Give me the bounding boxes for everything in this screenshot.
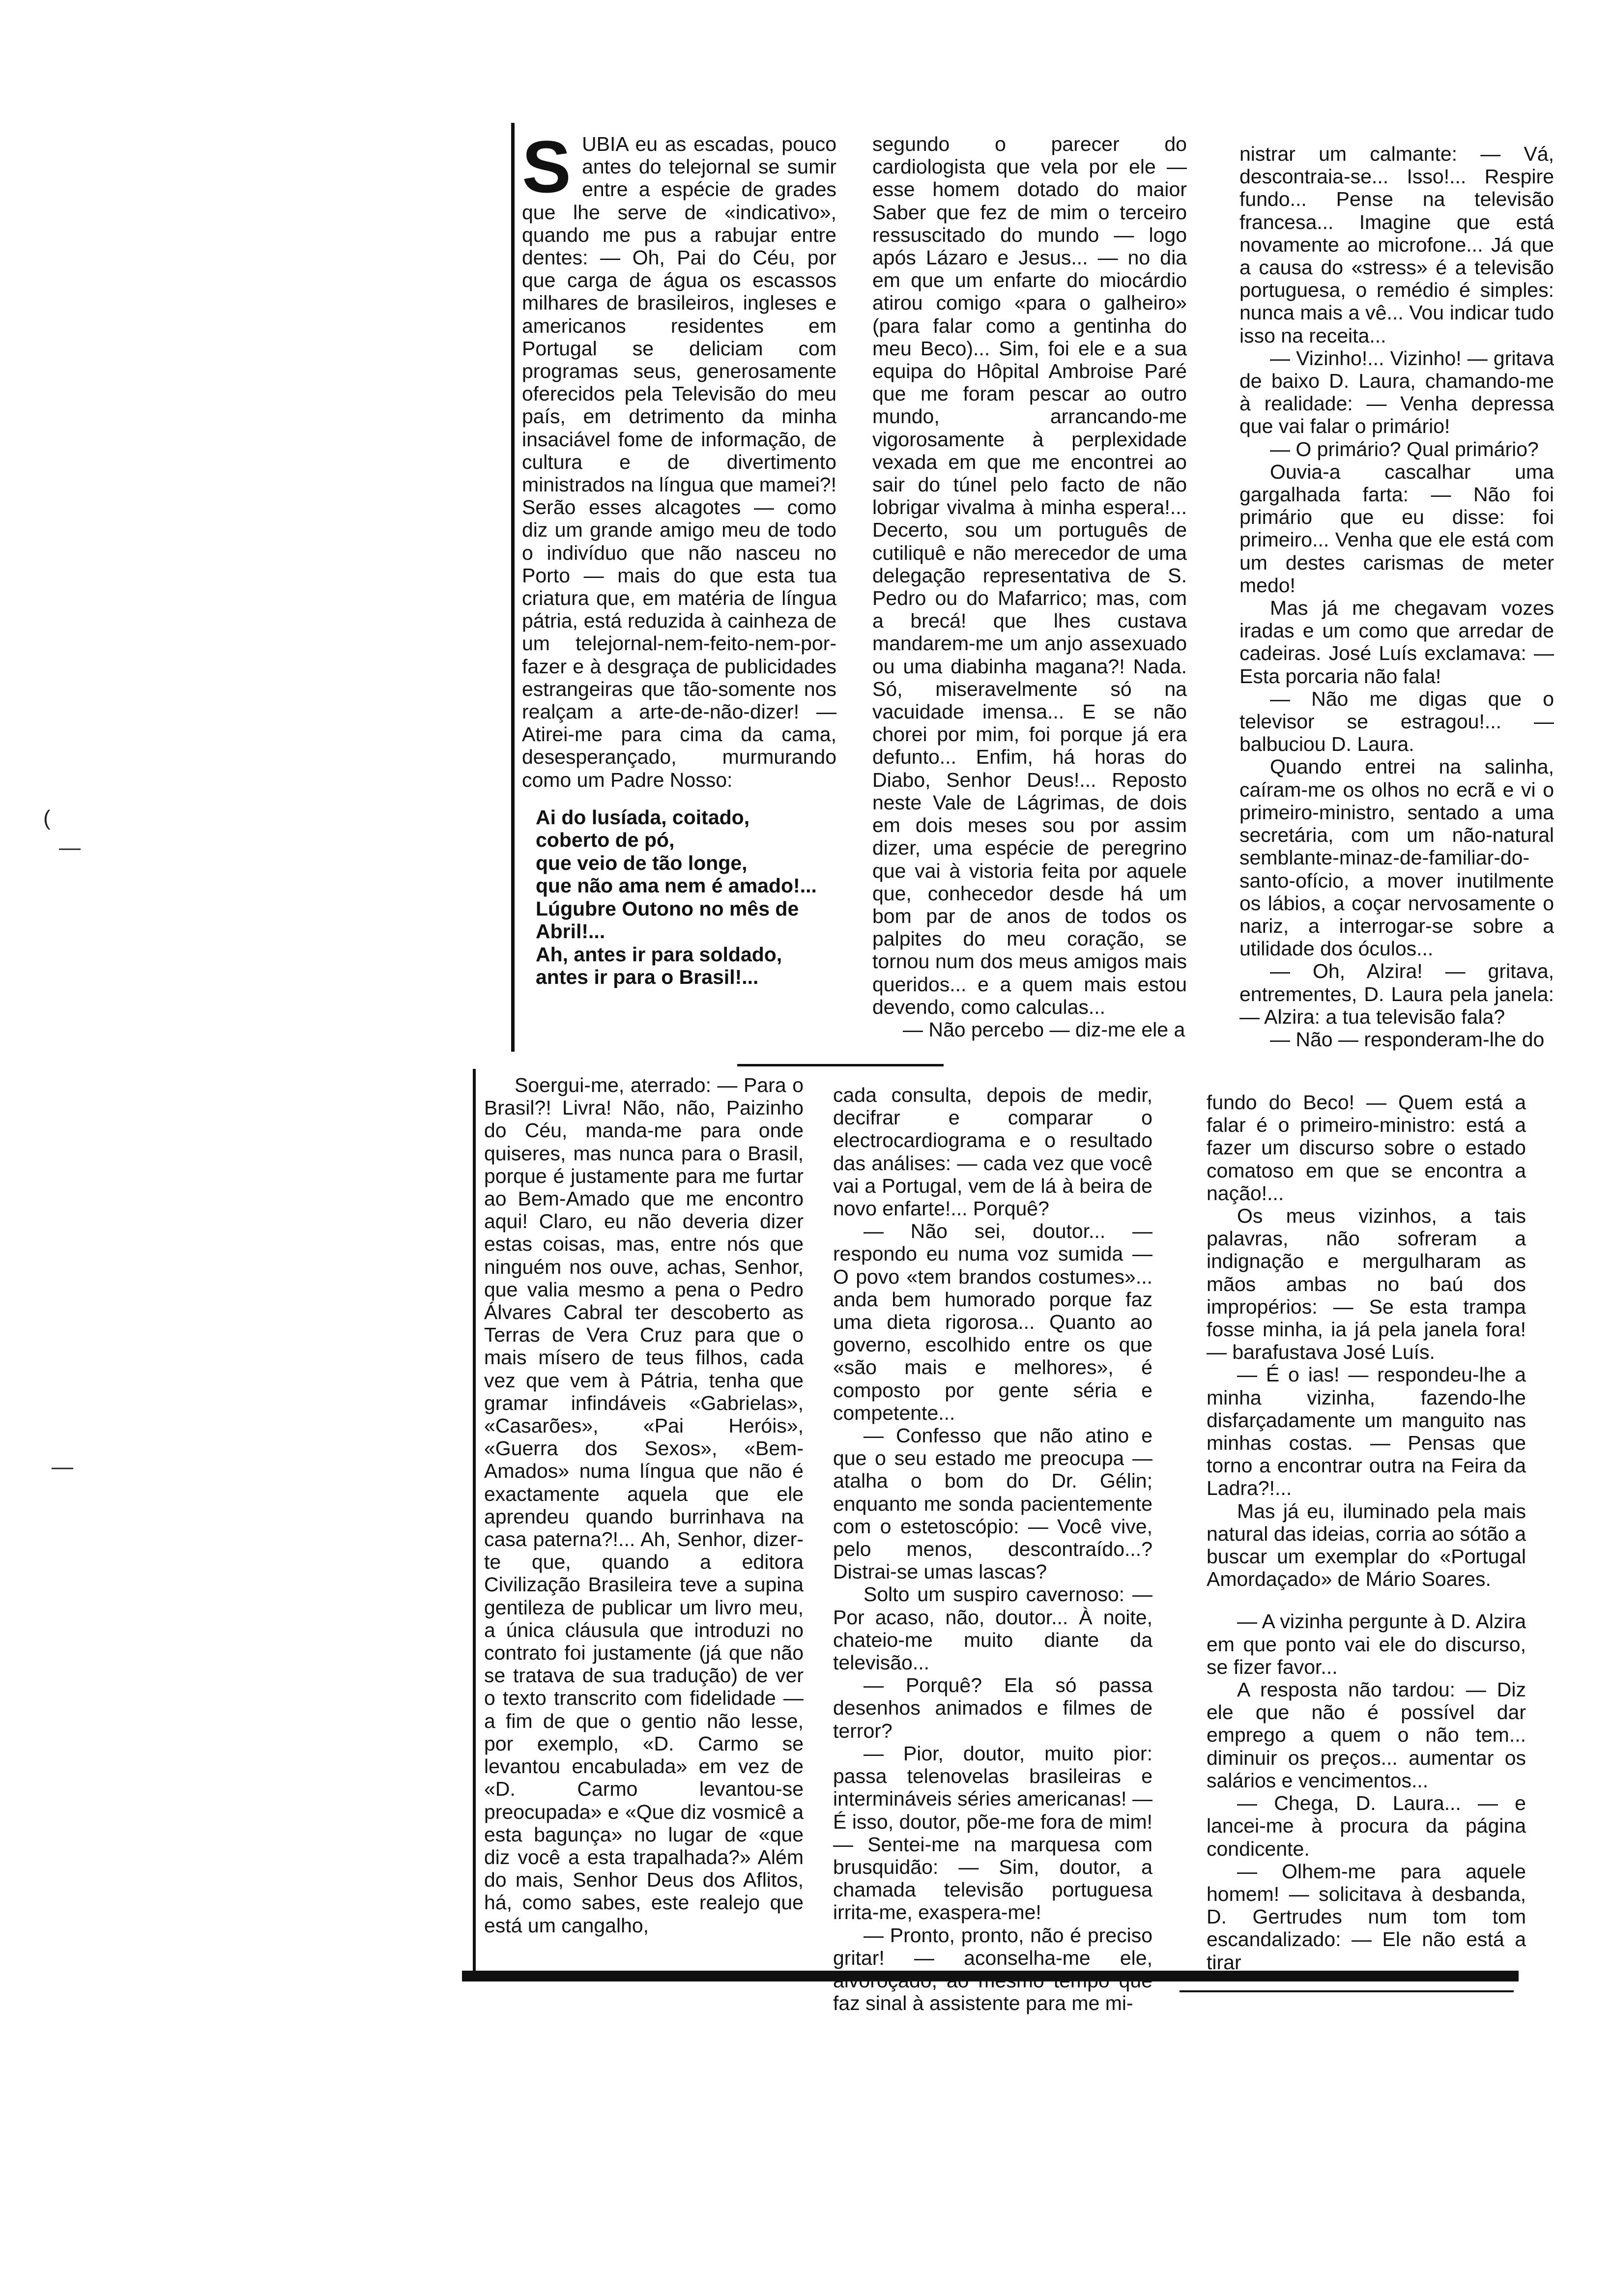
- paragraph: — Não sei, doutor... — respondo eu numa voz sumida — O povo «tem brandos costumes»... anda bem humorado porque faz uma dieta rigorosa... Quanto ao governo, escolhido entre os que «são mais e melhores», é composto por gente séria e competente...: [833, 1220, 1152, 1424]
- paragraph: — Olhem-me para aquele homem! — solicitava à desbanda, D. Gertrudes num tom tom escandalizado: — Ele não está a tirar: [1207, 1860, 1526, 1974]
- text-column-1: [522, 125, 836, 1066]
- poem-line: que veio de tão longe,: [536, 851, 748, 874]
- text-column-6: [1207, 1091, 1526, 1974]
- margin-mark: —: [52, 1455, 73, 1479]
- poem-line: que não ama nem é amado!...: [536, 874, 817, 897]
- margin-mark: (: [43, 806, 51, 830]
- poem-line: antes ir para o Brasil!...: [536, 966, 759, 989]
- paragraph: UBIA eu as escadas, pouco antes do telejornal se sumir entre a espécie de grades que lhe serve de «indicativo», quando me pus a rabujar entre dentes: — Oh, Pai do Céu, por que carga de água os escassos milhares de brasileiros, ingleses e americanos residentes em Portugal se deliciam com programas seus, generosamente oferecidos pela Televisão do meu país, em detrimento da minha insaciável fome de informação, de cultura e de divertimento ministrados na língua que mamei?! Serão esses alcagotes — como diz um grande amigo meu de todo o indivíduo que não nasceu no Porto — mais do que esta tua criatura que, em matéria de língua pátria, está reduzida à cainheza de um telejornal-nem-feito-nem-por-fazer e à desgraça de publicidades estrangeiras que tão-somente nos realçam a arte-de-não-dizer! — Atirei-me para cima da cama, desesperançado, murmurando como um Padre Nosso:: [522, 133, 836, 791]
- paragraph: — Oh, Alzira! — gritava, entrementes, D. Laura pela janela: — Alzira: a tua televisão fala?: [1239, 960, 1554, 1028]
- paragraph: Mas já eu, iluminado pela mais natural das ideias, corria ao sótão a buscar um exemplar do «Portugal Amordaçado» de Mário Soares.: [1207, 1499, 1526, 1591]
- paragraph: — É o ias! — respondeu-lhe a minha vizinha, fazendo-lhe disfarçadamente um manguito nas minhas costas. — Pensas que torno a encontrar outra na Feira da Ladra?!...: [1207, 1363, 1526, 1500]
- poem-line: Ah, antes ir para soldado,: [536, 943, 782, 966]
- paragraph: segundo o parecer do cardiologista que vela por ele — esse homem dotado do maior Saber que fez de mim o terceiro ressuscitado do mundo — logo após Lázaro e Jesus... — no dia em que um enfarte do miocárdio atirou comigo «para o galheiro» (para falar como a gentinha do meu Beco)... Sim, foi ele e a sua equipa do Hôpital Ambroise Paré que me foram pescar ao outro mundo, arrancando-me vigorosamente à perplexidade vexada em que me encontrei ao sair do túnel pelo facto de não lobrigar vivalma à minha espera!... Decerto, sou um português de cutiliquê e não merecedor de uma delegação representativa de S. Pedro ou do Mafarrico; mas, com a brecá! que lhes custava mandarem-me um anjo assexuado ou uma diabinha magana?! Nada. Só, miseravelmente só na vacuidade imensa... E se não chorei por mim, foi porque já era defunto... Enfim, há horas do Diabo, Senhor Deus!... Reposto neste Vale de Lágrimas, de dois em dois meses sou por assim dizer, uma espécie de peregrino que vai à vistoria feita por aquele que, conhecedor desde há um bom par de anos de todos os palpites do meu coração, se tornou num dos meus amigos mais queridos... e a quem mais estou devendo, como calculas...: [872, 133, 1187, 1018]
- paragraph: — Chega, D. Laura... — e lancei-me à procura da página condicente.: [1207, 1792, 1526, 1860]
- paragraph: — O primário? Qual primário?: [1270, 437, 1539, 460]
- paragraph: Soergui-me, aterrado: — Para o Brasil?! Livra! Não, não, Paizinho do Céu, manda-me para onde quiseres, mas nunca para o Brasil, porque é justamente para me furtar ao Bem-Amado que me encontro aqui! Claro, eu não deveria dizer estas coisas, mas, entre nós que ninguém nos ouve, achas, Senhor, que valia mesmo a pena o Pedro Álvares Cabral ter descoberto as Terras de Vera Cruz para que o mais mísero de teus filhos, cada vez que vem à Pátria, tenha que gramar infindáveis «Gabrielas», «Casarões», «Pai Heróis», «Guerra dos Sexos», «Bem-Amados» numa língua que não é exactamente aquela que ele aprendeu quando burrinhava na casa paterna?!... Ah, Senhor, dizer-te que, quando a editora Civilização Brasileira teve a supina gentileza de publicar um livro meu, a única cláusula que introduzi no contrato foi justamente (já que não se tratava de sua tradução) de ver o texto transcrito com fidelidade — a fim de que o gentio não lesse, por exemplo, «D. Carmo se levantou encabulada» em vez de «D. Carmo levantou-se preocupada» e «Que diz vosmicê a esta bagunça» no lugar de «que diz você a esta trapalhada?» Além do mais, Senhor Deus dos Aflitos, há, como sabes, este realejo que está um cangalho,: [484, 1074, 804, 1937]
- paragraph: nistrar um calmante: — Vá, descontraia-se... Isso!... Respire fundo... Pense na televisão francesa... Imagine que está novamente ao microfone... Já que a causa do «stress» é a televisão portuguesa, o remédio é simples: nunca mais a vê... Vou indicar tudo isso na receita...: [1239, 143, 1554, 347]
- column-rule-left-top: [511, 123, 515, 1052]
- paragraph: — Confesso que não atino e que o seu estado me preocupa — atalha o bom do Dr. Gélin; enquanto me sonda pacientemente com o estetoscópio: — Você vive, pelo menos, descontraído...? Distrai-se umas lascas?: [833, 1424, 1152, 1583]
- paragraph: — Porquê? Ela só passa desenhos animados e filmes de terror?: [833, 1674, 1152, 1742]
- paragraph: — Não percebo — diz-me ele a: [903, 1018, 1185, 1041]
- paragraph: Solto um suspiro cavernoso: — Por acaso, não, doutor... À noite, chateio-me muito diante da televisão...: [833, 1583, 1152, 1674]
- paragraph: — Pronto, pronto, não é preciso gritar! — aconselha-me ele, alvoroçado, ao mesmo tempo que faz sinal à assistente para me mi-: [833, 1923, 1152, 2015]
- paragraph: — Não — responderam-lhe do: [1270, 1028, 1545, 1051]
- column-rule-left-bottom: [473, 1069, 476, 1978]
- poem: [536, 806, 836, 989]
- paragraph: — Vizinho!... Vizinho! — gritava de baixo D. Laura, chamando-me à realidade: — Venha depressa que vai falar o primário!: [1239, 346, 1554, 438]
- poem-line: Ai do lusíada, coitado,: [536, 805, 750, 829]
- text-column-5: [833, 1084, 1152, 2015]
- paragraph: cada consulta, depois de medir, decifrar e comparar o electrocardiograma e o resultado das análises: — cada vez que você vai a Portugal, vem de lá à beira de novo enfarte!... Porquê?: [833, 1084, 1152, 1220]
- paragraph: Ouvia-a cascalhar uma gargalhada farta: — Não foi primário que eu disse: foi primeiro... Venha que ele está com um destes carismas de meter medo!: [1239, 460, 1554, 597]
- paragraph: — Pior, doutor, muito pior: passa telenovelas brasileiras e intermináveis séries americanas! — É isso, doutor, põe-me fora de mim! — Sentei-me na marquesa com brusquidão: — Sim, doutor, a chamada televisão portuguesa irrita-me, exaspera-me!: [833, 1742, 1152, 1924]
- section-rule-bottom-thin: [1180, 1990, 1514, 1992]
- margin-mark: —: [59, 835, 81, 860]
- poem-line: coberto de pó,: [536, 829, 675, 852]
- paragraph: — A vizinha pergunte à D. Alzira em que ponto vai ele do discurso, se fizer favor...: [1207, 1610, 1526, 1678]
- paragraph: Os meus vizinhos, a tais palavras, não sofreram a indignação e mergulharam as mãos ambas no baú dos impropérios: — Se esta trampa fosse minha, ia já pela janela fora! — barafustava José Luís.: [1207, 1205, 1526, 1364]
- paragraph: Mas já me chegavam vozes iradas e um como que arredar de cadeiras. José Luís exclamava: — Esta porcaria não fala!: [1239, 597, 1554, 688]
- text-column-3: [1239, 143, 1554, 1076]
- paragraph: A resposta não tardou: — Diz ele que não é possível dar emprego a quem o não tem... diminuir os preços... aumentar os salários e vencimentos...: [1207, 1678, 1526, 1792]
- text-column-4: [484, 1074, 804, 1963]
- paragraph: fundo do Beco! — Quem está a falar é o primeiro-ministro: está a fazer um discurso sobre o estado comatoso em que se encontra a nação!...: [1207, 1091, 1526, 1205]
- paragraph: Quando entrei na salinha, caíram-me os olhos no ecrã e vi o primeiro-ministro, sentado a uma secretária, com um não-natural semblante-minaz-de-familiar-do-santo-ofício, a mover inutilmente os lábios, a coçar nervosamente o nariz, a interrogar-se sobre a utilidade dos óculos...: [1239, 755, 1554, 960]
- text-column-2: [872, 133, 1187, 1066]
- drop-cap: S: [522, 125, 572, 208]
- paragraph: — Não me digas que o televisor se estragou!... — balbuciou D. Laura.: [1239, 687, 1554, 756]
- poem-line: Lúgubre Outono no mês de Abril!...: [536, 897, 799, 943]
